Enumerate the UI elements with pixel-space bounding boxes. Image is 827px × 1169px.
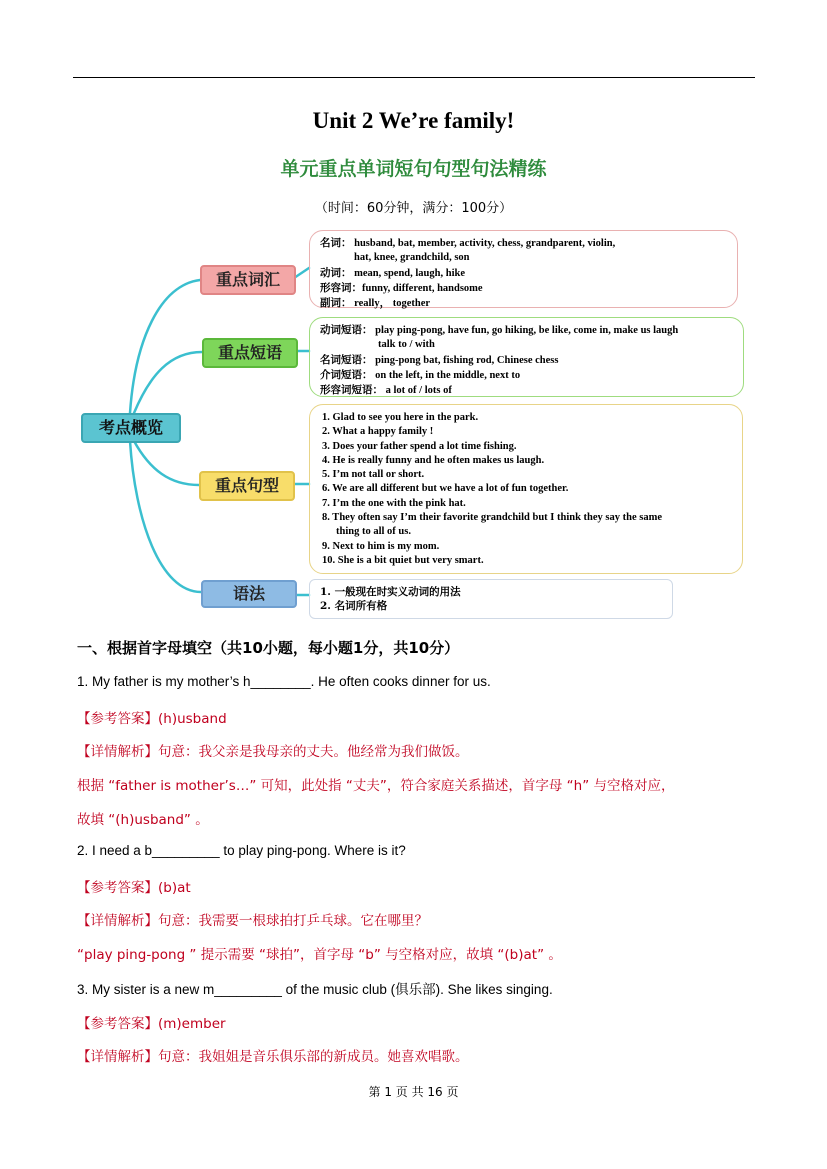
analysis-2-line2: “play ping-pong ” 提示需要 “球拍”，首字母 “b” 与空格对应，故填 “(b)at” 。 <box>77 947 562 963</box>
grammar-line: 2. 名词所有格 <box>320 600 388 613</box>
sentence-line: 1. Glad to see you here in the park. <box>322 412 479 423</box>
branch-grammar <box>130 441 201 592</box>
branch-vocab <box>130 280 200 413</box>
phrases-box <box>309 317 744 397</box>
sentences-box <box>309 404 743 574</box>
phrase-line: 名词短语： ping-pong bat, fishing rod, Chinese chess <box>320 353 559 366</box>
branch-sentences <box>134 441 199 485</box>
node-vocab: 重点词汇 <box>200 265 296 295</box>
vocab-line: 形容词：funny, different, handsome <box>320 281 483 294</box>
answer-1-text: (h)usband <box>158 711 227 727</box>
sentence-line: 5. I’m not tall or short. <box>322 469 425 481</box>
sentence-line: 6. We are all different but we have a lot of fun together. <box>322 483 569 495</box>
page-footer: 第 1 页 共 16 页 <box>368 1085 459 1099</box>
analysis-3: 【详情解析】句意：我姐姐是音乐俱乐部的新成员。她喜欢唱歌。 <box>77 1049 469 1065</box>
grammar-box <box>309 579 673 619</box>
sentence-line: 2. What a happy family ! <box>322 426 434 438</box>
phrase-line: 介词短语： on the left, in the middle, next to <box>320 368 521 381</box>
vocab-line: 副词： really， together <box>320 297 431 310</box>
vocab-line: hat, knee, grandchild, son <box>354 252 470 264</box>
connector-vocab <box>294 268 309 278</box>
vocab-line: 名词： husband, bat, member, activity, chess, grandparent, violin, <box>320 237 616 249</box>
answer-3: 【参考答案】(m)ember <box>77 1016 226 1032</box>
node-sentences: 重点句型 <box>199 471 295 501</box>
analysis-1-line3: 故填 “(h)usband” 。 <box>77 812 209 828</box>
vocab-box <box>309 230 738 308</box>
answer-2-text: (b)at <box>158 880 191 896</box>
sentence-line: 8. They often say I’m their favorite grandchild but I think they say the same <box>322 512 662 524</box>
sentence-line: 9. Next to him is my mom. <box>322 540 440 552</box>
sentence-line: thing to all of us. <box>336 526 411 538</box>
page-title: Unit 2 We’re family! <box>312 108 515 133</box>
question-2: 2. I need a b_________ to play ping-pong. Where is it? <box>77 843 406 858</box>
answer-2: 【参考答案】(b)at <box>77 880 191 896</box>
phrase-line: talk to / with <box>378 339 435 351</box>
analysis-2: 【详情解析】句意：我需要一根球拍打乒乓球。它在哪里？ <box>77 913 428 929</box>
section-heading: 一、根据首字母填空（共10小题，每小题1分，共10分） <box>77 639 460 657</box>
sentence-line: 10. She is a bit quiet but very smart. <box>322 554 484 566</box>
sentence-line: 7. I’m the one with the pink hat. <box>322 497 466 509</box>
node-phrases: 重点短语 <box>202 338 298 368</box>
question-1: 1. My father is my mother’s h________. He often cooks dinner for us. <box>77 674 491 689</box>
analysis-1-line2: 根据 “father is mother’s…” 可知，此处指 “丈夫”，符合家庭关系描述，首字母 “h” 与空格对应， <box>77 778 675 794</box>
answer-3-text: (m)ember <box>158 1016 226 1032</box>
analysis-1: 【详情解析】句意：我父亲是我母亲的丈夫。他经常为我们做饭。 <box>77 744 469 760</box>
answer-1: 【参考答案】(h)usband <box>77 711 227 727</box>
sentence-line: 4. He is really funny and he often makes us laugh. <box>322 454 545 466</box>
grammar-line: 1. 一般现在时实义动词的用法 <box>320 586 461 598</box>
phrase-line: 形容词短语： a lot of / lots of <box>320 384 452 397</box>
branch-phrases <box>134 352 202 413</box>
phrase-line: 动词短语： play ping-pong, have fun, go hiking, be like, come in, make us laugh <box>320 324 679 336</box>
mindmap-root: 考点概览 <box>81 413 181 443</box>
page-subtitle: 单元重点单词短句句型句法精练 <box>280 158 547 180</box>
time-note: （时间：60分钟，满分：100分） <box>314 201 513 216</box>
question-3: 3. My sister is a new m_________ of the music club (俱乐部). She likes singing. <box>77 982 553 997</box>
sentence-line: 3. Does your father spend a lot time fishing. <box>322 440 517 452</box>
node-grammar: 语法 <box>201 580 297 608</box>
vocab-line: 动词： mean, spend, laugh, hike <box>320 266 465 279</box>
